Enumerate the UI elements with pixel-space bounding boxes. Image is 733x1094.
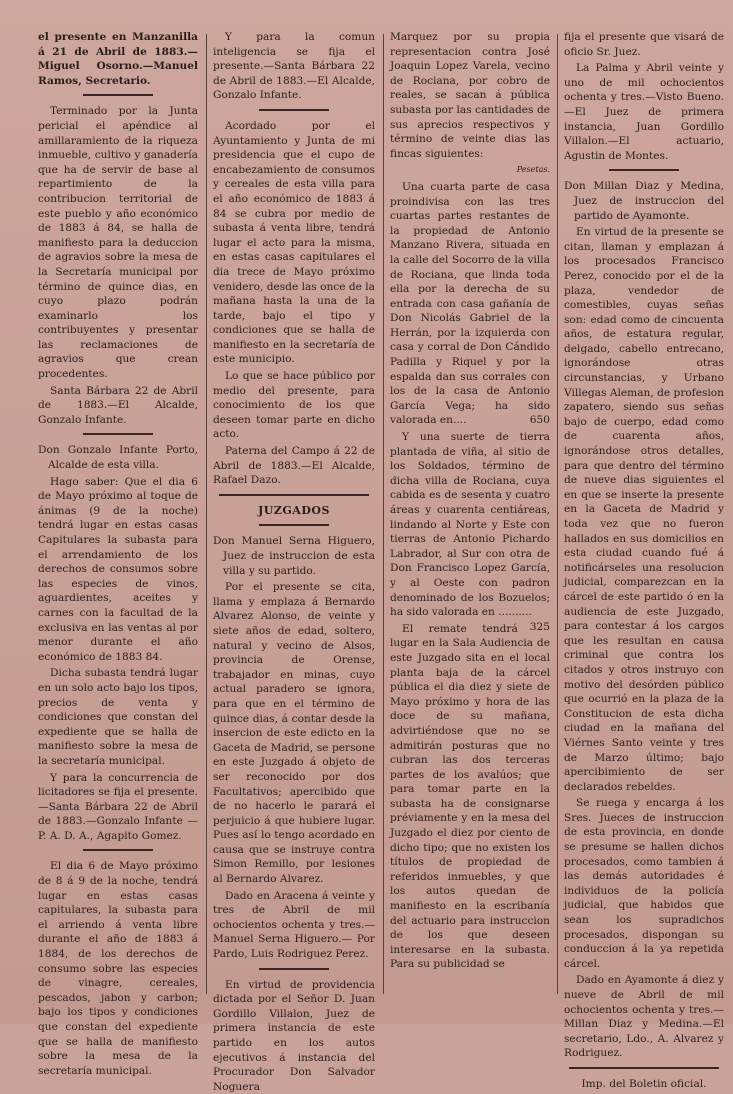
article-paragraph: Don Gonzalo Infante Porto, Alcalde de esta villa. bbox=[38, 444, 198, 472]
currency-unit-label: Pesetas. bbox=[516, 165, 550, 175]
section-separator bbox=[259, 524, 329, 526]
article-paragraph: el presente en Manzanilla á 21 de Abril de 1883.—Miguel Osorno.—Manuel Ramos, Secretario. bbox=[38, 31, 198, 87]
article-paragraph: Dado en Ayamonte á diez y nueve de Abril de mil ochocientos ochenta y tres.—Millan Diaz y Medina.—El secretario, Ldo., A. Alvarez y Rodriguez. bbox=[564, 974, 724, 1060]
section-separator bbox=[219, 494, 369, 496]
article-paragraph: Acordado por el Ayuntamiento y Junta de mi presidencia que el cupo de encabezamiento de consumos y cereales de esta villa para el año económico de 1883 á 84 se cubra por medio de subasta á venta libre, tendrá lugar el acto para la misma, en estas casas capitulares el dia trece de Mayo próximo venidero, desde las once de la mañana hasta la una de la tarde, bajo el tipo y condiciones que se halla de manifiesto en la secretaría de este municipio. bbox=[213, 119, 375, 366]
section-separator bbox=[83, 433, 153, 435]
section-heading: JUZGADOS bbox=[258, 503, 330, 517]
article-paragraph: La Palma y Abril veinte y uno de mil ochocientos ochenta y tres.—Visto Bueno.—El Juez de primera instancia, Juan Gordillo Villalon.—El actuario, Agustin de Montes. bbox=[564, 62, 724, 162]
column-3 bbox=[390, 30, 550, 996]
article-paragraph: Hago saber: Que el dia 6 de Mayo próximo al toque de ánimas (9 de la noche) tendrá lugar en estas casas Capitulares la subasta para el arrendamiento de los derechos de consumos sobre las especies de vinos, aguardientes, aceites y carnes con la facultad de la exclusiva en las ventas al por menor durante el año económico de 1883 84. bbox=[38, 475, 198, 663]
column-divider bbox=[206, 34, 207, 994]
article-paragraph: Por el presente se cita, llama y emplaza á Bernardo Alvarez Alonso, de veinte y siete años de edad, soltero, natural y vecino de Alsos, provincia de Orense, trabajador en minas, cuyo actual paradero se ignora, para que en el término de quince dias, á contar desde la insercion de este edicto en la Gaceta de Madrid, se persone en este Juzgado á objeto de ser reconocido por dos Facultativos; apercibido que de no hacerlo le parará el perjuicio á que hubiere lugar. Pues así lo tengo acordado en causa que se instruye contra Simon Remillo, por lesiones al Bernardo Alvarez. bbox=[213, 581, 375, 886]
article-paragraph: Dado en Aracena á veinte y tres de Abril de mil ochocientos ochenta y tres.—Manuel Serna Higuero.— Por Pardo, Luis Rodriguez Perez. bbox=[213, 889, 375, 961]
property-listing bbox=[390, 180, 550, 428]
property-listing bbox=[390, 430, 550, 633]
article-paragraph: Don Manuel Serna Higuero, Juez de instruccion de esta villa y su partido. bbox=[213, 535, 375, 577]
property-value: 325 bbox=[529, 620, 550, 633]
article-paragraph: Terminado por la Junta pericial el apéndice al amillaramiento de la riqueza inmueble, cultivo y ganadería que ha de servir de base al repartimiento de la contribucion territorial de este pueblo y año económico de 1883 á 84, se halla de manifiesto para la deduccion de agravios sobre la mesa de la Secretaría municipal por término de quince dias, en cuyo plazo podrán examinarlo los contribuyentes y presentar las reclamaciones de agravios que crean procedentes. bbox=[38, 105, 198, 381]
article-paragraph: El remate tendrá lugar en la Sala Audiencia de este Juzgado sita en el local planta baja de la cárcel pública el dia diez y siete de Mayo próximo y hora de las doce de su mañana, advirtiéndose que no se admitirán posturas que no cubran las dos terceras partes de los avalúos; que para tomar parte en la subasta ha de consignarse préviamente y en la mesa del Juzgado el diez por ciento de dicho tipo; que no existen los títulos de propiedad de referidos inmuebles, y que los autos quedan de manifiesto en la escribanía del actuario para instruccion de los que deseen interesarse en la subasta. Para su publicidad se bbox=[390, 622, 550, 971]
article-paragraph: fija el presente que visará de oficio Sr. Juez. bbox=[564, 31, 724, 58]
article-paragraph: Lo que se hace público por medio del presente, para conocimiento de los que deseen tomar parte en dicho acto. bbox=[213, 370, 375, 441]
section-separator bbox=[83, 94, 153, 96]
column-1 bbox=[38, 30, 198, 1077]
article-paragraph: Marquez por su propia representacion contra José Joaquin Lopez Varela, vecino de Rociana, por cobro de reales, se sacan á pública subasta por las cantidades de sus aprecios respectivos y término de veinte dias las fincas siguientes: bbox=[390, 31, 550, 160]
article-paragraph: Y para la comun inteligencia se fija el presente.—Santa Bárbara 22 de Abril de 1883.—El Alcalde, Gonzalo Infante. bbox=[213, 31, 375, 102]
section-separator bbox=[569, 1067, 719, 1069]
article-paragraph: El dia 6 de Mayo próximo de 8 á 9 de la noche, tendrá lugar en estas casas capitulares, la subasta para el arriendo á venta libre durante el año de 1883 á 1884, de los derechos de consumo sobre las especies de vinagre, cereales, pescados, jabon y carbon; bajo los tipos y condiciones que constan del expediente que se halla de manifiesto sobre la mesa de la secretaría municipal. bbox=[38, 860, 198, 1077]
column-divider bbox=[557, 34, 558, 994]
article-paragraph: Se ruega y encarga á los Sres. Jueces de instruccion de esta provincia, en donde se presume se hallen dichos procesados, como tambien á las demás autoridades é individuos de la policía judicial, que habidos que sean los supradichos procesados, dispongan su conduccion á la ya repetida cárcel. bbox=[564, 797, 724, 970]
property-description: Y una suerte de tierra plantada de viña, al sitio de los Soldados, término de dicha villa de Rociana, cuya cabida es de sesenta y cuatro áreas y cuarenta centiáreas, lindando al Norte y Este con tierras de Antonio Pichardo Labrador, al Sur con otra de Don Francisco Lopez García, y al Oeste con padron denominado de los Bozuelos; ha sido valorada en .......... bbox=[390, 431, 550, 619]
property-value: 650 bbox=[529, 414, 550, 427]
article-paragraph: En virtud de providencia dictada por el Señor D. Juan Gordillo Villalon, Juez de primera instancia de este partido en los autos ejecutivos á instancia del Procurador Don Salvador Noguera bbox=[213, 978, 375, 1093]
column-divider bbox=[383, 34, 384, 994]
article-paragraph: Santa Bárbara 22 de Abril de 1883.—El Alcalde, Gonzalo Infante. bbox=[38, 384, 198, 426]
article-paragraph: Dicha subasta tendrá lugar en un solo acto bajo los tipos, precios de venta y condiciones que constan del expediente que se halla de manifiesto sobre la mesa de la secretaría municipal. bbox=[38, 667, 198, 767]
article-paragraph: En virtud de la presente se citan, llaman y emplazan á los procesados Francisco Perez, conocido por el de la plaza, vendedor de comestibles, cuyas señas son: edad como de cincuenta años, de estatura regular, delgado, cabello entrecano, ignorándose otras circunstancias, y Urbano Villegas Aleman, de profesion zapatero, siendo sus señas bajo de cuerpo, edad como de cuarenta años, ignorándose otros detalles, para que dentro del término de nueve dias siguientes el en que se inserte la presente en la Gaceta de Madrid y toda vez que no fueron hallados en sus domicilios en esta ciudad cuando fué á notificárseles una resolucion judicial, comparezcan en la cárcel de este partido ó en la audiencia de este Juzgado, para contestar á los cargos que les resultan en causa criminal que contra los citados y otros instruyo con motivo del desórden público que ocurrió en la plaza de la Constitucion de esta dicha ciudad en la mañana del Viérnes Santo veinte y tres de Marzo último; bajo apercibimiento de ser declarados rebeldes. bbox=[564, 226, 724, 793]
article-paragraph: Don Millan Diaz y Medina, Juez de instruccion del partido de Ayamonte. bbox=[564, 180, 724, 222]
article-paragraph: Imp. del Boletin oficial. bbox=[581, 1077, 707, 1090]
column-4 bbox=[564, 30, 724, 1090]
article-paragraph: Y para la concurrencia de licitadores se fija el presente. —Santa Bárbara 22 de Abril de 1883.—Gonzalo Infante —P. A. D. A., Agapito Gomez. bbox=[38, 771, 198, 842]
section-separator bbox=[259, 968, 329, 970]
article-paragraph: Paterna del Campo á 22 de Abril de 1883.—El Alcalde, Rafael Dazo. bbox=[213, 445, 375, 487]
section-separator bbox=[609, 169, 679, 171]
section-separator bbox=[83, 849, 153, 851]
section-separator bbox=[259, 109, 329, 111]
property-description: Una cuarta parte de casa proindivisa con las tres cuartas partes restantes de la propiedad de Antonio Manzano Rivera, situada en la calle del Socorro de la villa de Rociana, que linda toda ella por la derecha de su entrada con casa gañanía de Don Nicolás Gabriel de la Herrán, por la izquierda con casa y corral de Don Cándido Padilla y Riquel y por la espalda dan sus corrales con los de la casa de Antonio García Vega; ha sido valorada en.... bbox=[390, 180, 550, 427]
column-2 bbox=[213, 30, 375, 1093]
